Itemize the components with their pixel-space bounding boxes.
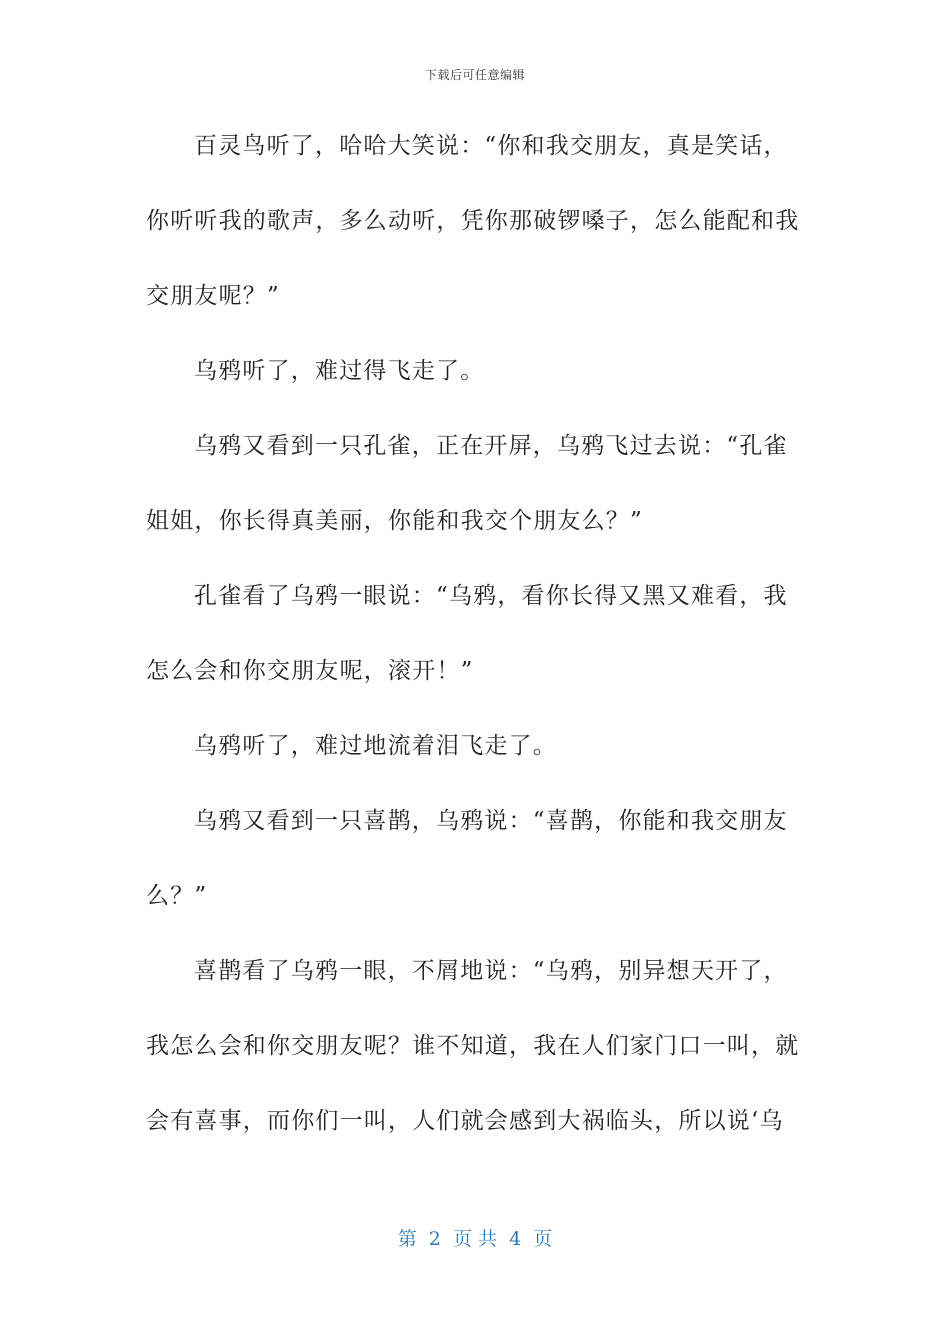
page-number-footer: 第 2 页 共 4 页 (397, 1228, 553, 1250)
text-line: 交朋友呢？” (146, 283, 280, 309)
text-line: 喜鹊看了乌鸦一眼，不屑地说：“乌鸦，别异想天开了， (194, 958, 788, 984)
text-line: 姐姐，你长得真美丽，你能和我交个朋友么？” (146, 508, 643, 534)
document-body (146, 126, 800, 1176)
text-line: 会有喜事，而你们一叫，人们就会感到大祸临头，所以说‘乌 (146, 1108, 784, 1134)
text-line: 你听听我的歌声，多么动听，凭你那破锣嗓子，怎么能配和我 (146, 208, 800, 234)
text-line: 我怎么会和你交朋友呢？谁不知道，我在人们家门口一叫，就 (146, 1033, 800, 1059)
text-line: 怎么会和你交朋友呢，滚开！” (146, 658, 474, 684)
text-line: 乌鸦又看到一只喜鹊，乌鸦说：“喜鹊，你能和我交朋友 (194, 808, 788, 834)
text-line: 百灵鸟听了，哈哈大笑说：“你和我交朋友，真是笑话， (194, 133, 788, 159)
text-line: 乌鸦又看到一只孔雀，正在开屏，乌鸦飞过去说：“孔雀 (194, 433, 788, 459)
text-line: 乌鸦听了，难过得飞走了。 (194, 358, 485, 384)
page-header: 下载后可任意编辑 (424, 68, 525, 82)
text-line: 乌鸦听了，难过地流着泪飞走了。 (194, 733, 557, 759)
text-line: 么？” (146, 883, 208, 909)
text-line: 孔雀看了乌鸦一眼说：“乌鸦，看你长得又黑又难看，我 (194, 583, 788, 609)
